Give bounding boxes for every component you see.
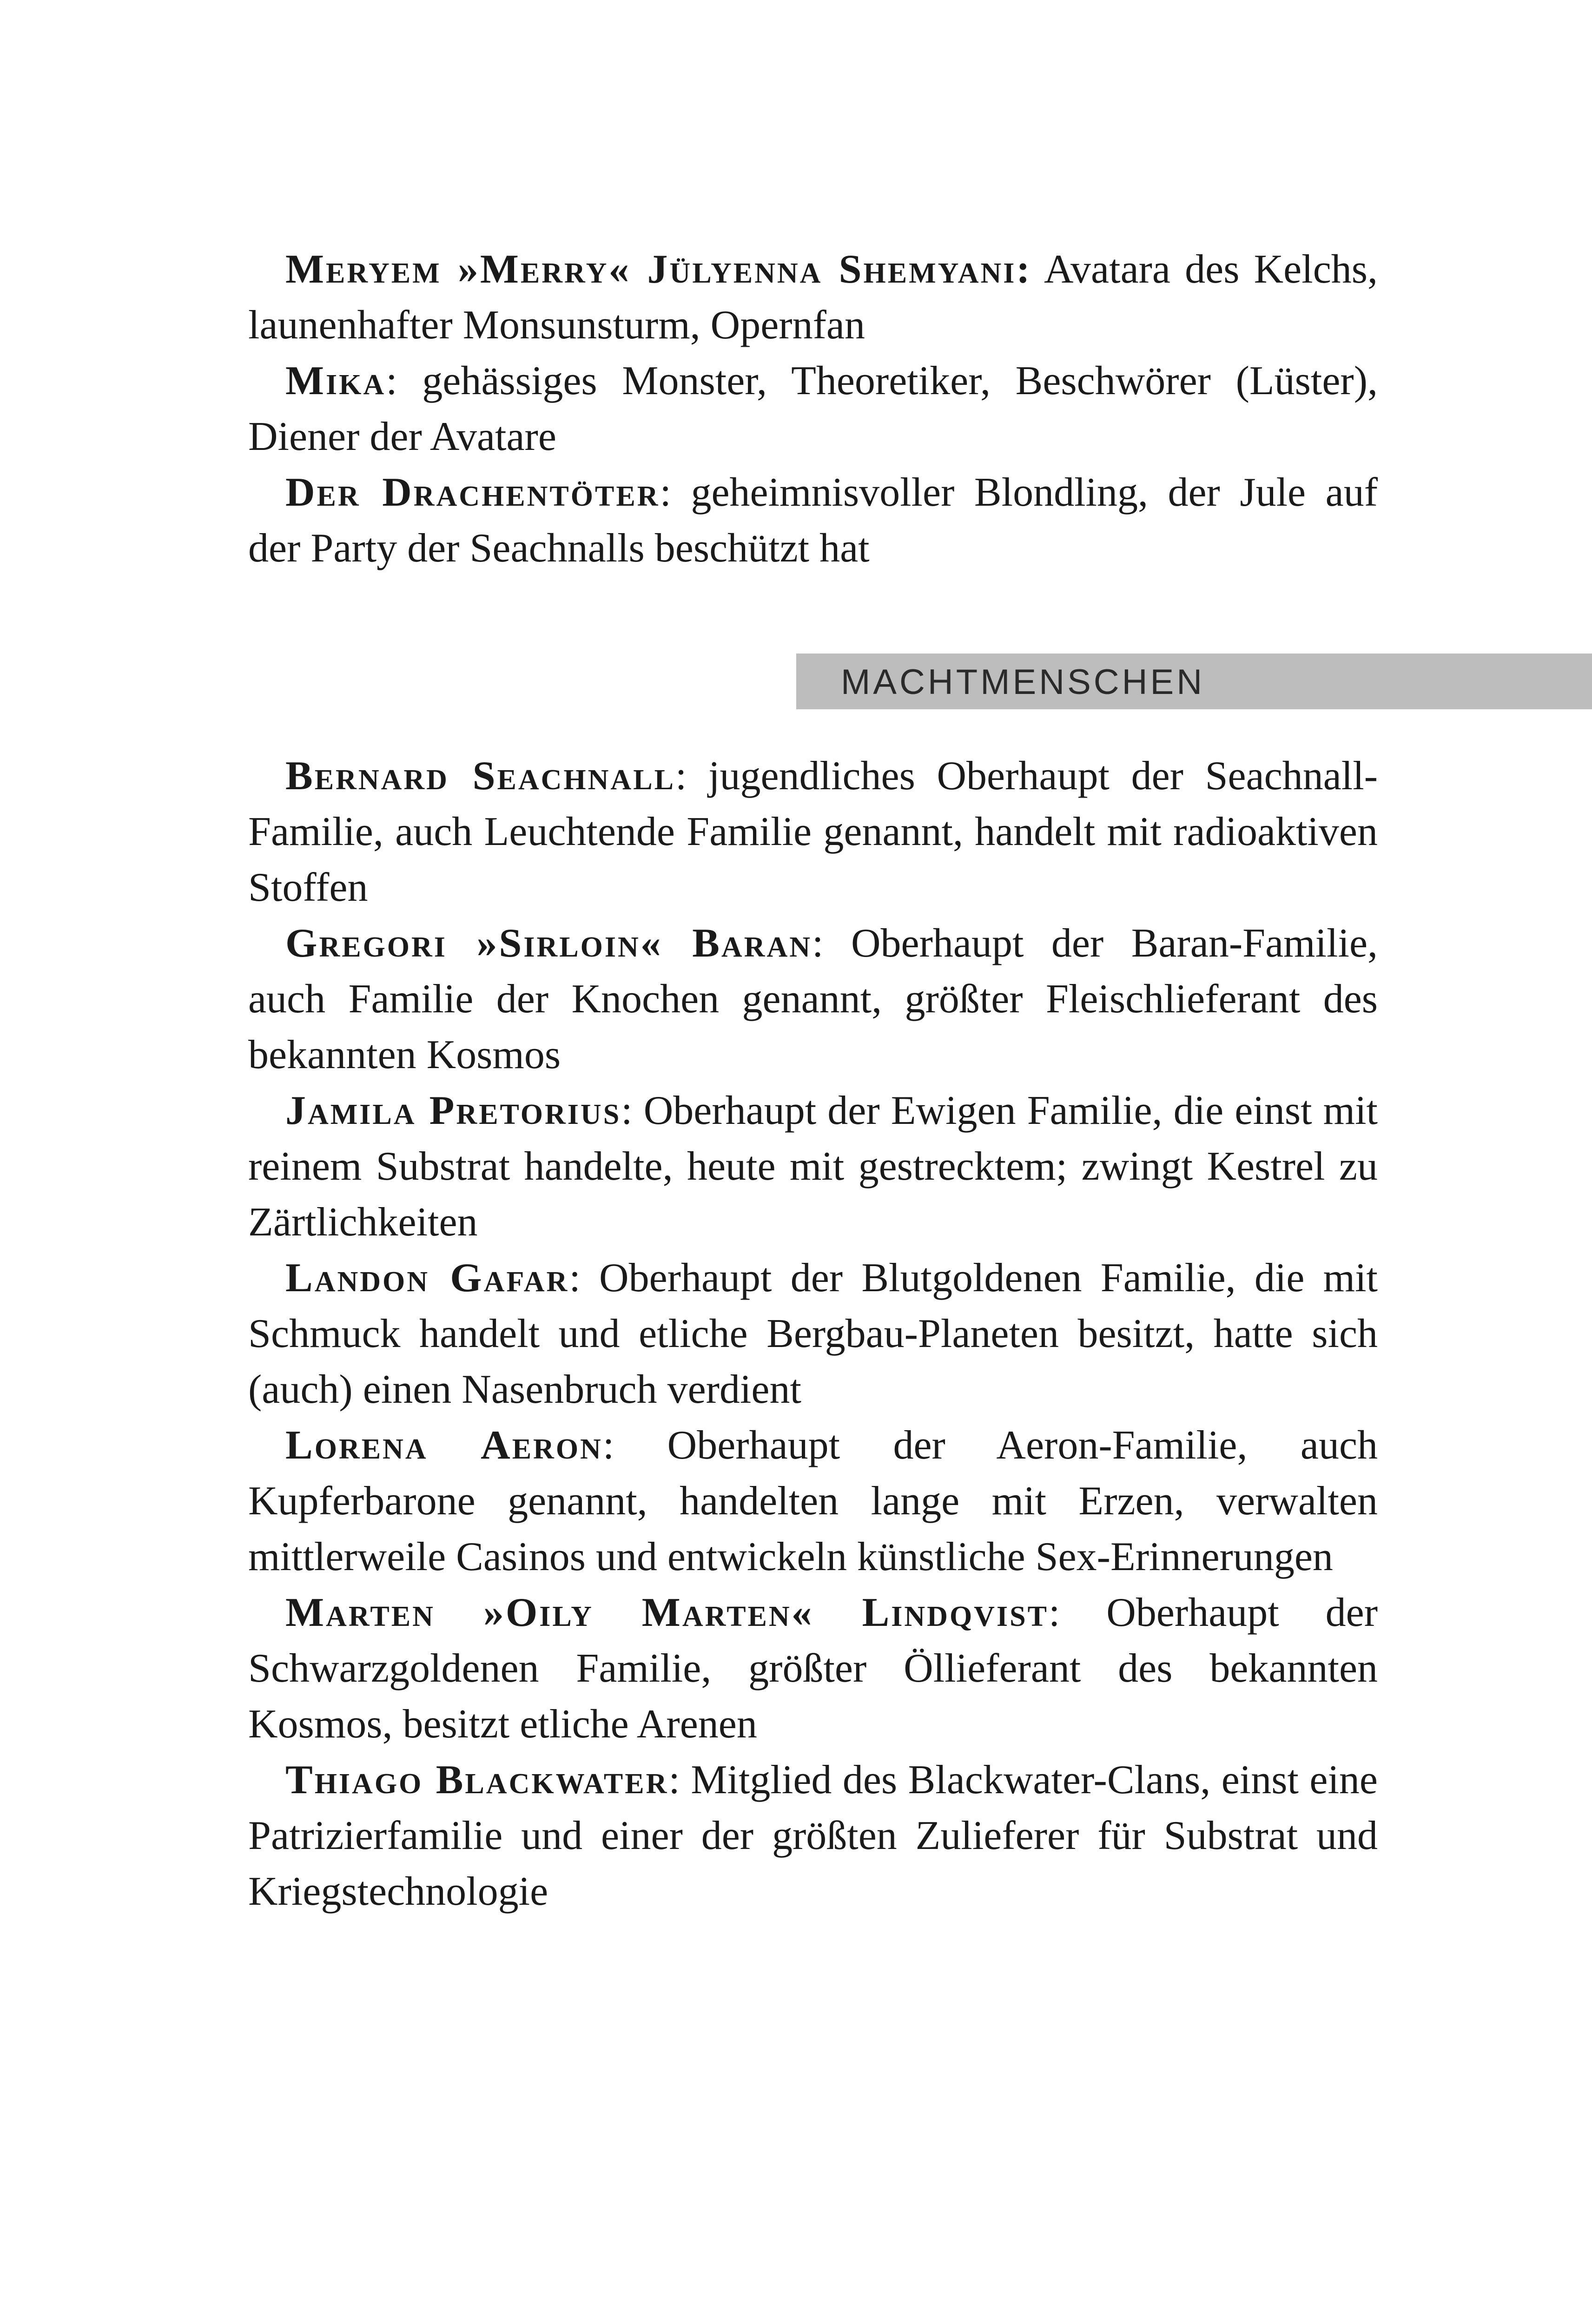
character-description: : Oberhaupt der Ewigen Familie, die einst mit reinem Substrat handelte, heute mit gestrecktem; zwingt Kestrel zu Zärtlichkeiten [248,1088,1378,1245]
character-description: : jugendliches Oberhaupt der Seachnall-Familie, auch Leuchtende Familie genannt, handelt mit radioaktiven Stoffen [248,753,1378,910]
character-description: : geheimnisvoller Blondling, der Jule auf der Party der Seachnalls beschützt hat [248,470,1378,571]
character-entry [248,1083,1378,1250]
character-description: : Oberhaupt der Blutgoldenen Familie, die mit Schmuck handelt und etliche Bergbau-Planeten besitzt, hatte sich (auch) einen Nasenbruch verdient [248,1255,1378,1412]
character-entry [248,748,1378,916]
character-name: Bernard Seachnall [285,753,675,799]
character-entry [248,916,1378,1083]
character-entry [248,1250,1378,1418]
character-name: Landon Gafar [285,1255,569,1301]
character-name: Meryem »Merry« Jülyenna Shemyani: [285,247,1032,292]
section-header-bar [796,654,1592,709]
character-description: Avatara des Kelchs, launenhafter Monsunsturm, Opernfan [248,247,1378,348]
character-name: Marten »Oily Marten« Lindqvist [285,1590,1049,1635]
character-list-top [248,242,1378,576]
character-name: Jamila Pretorius [285,1088,621,1133]
character-list-bottom [248,748,1378,1920]
character-description: : Oberhaupt der Baran-Familie, auch Familie der Knochen genannt, größter Fleischlieferant des bekannten Kosmos [248,921,1378,1077]
character-description: : Mitglied des Blackwater-Clans, einst eine Patrizierfamilie und einer der größten Zulieferer für Substrat und Kriegstechnologie [248,1757,1378,1914]
character-description: : Oberhaupt der Schwarzgoldenen Familie, größter Öllieferant des bekannten Kosmos, besitzt etliche Arenen [248,1590,1378,1747]
character-entry [248,353,1378,465]
character-entry [248,242,1378,353]
character-description: : Oberhaupt der Aeron-Familie, auch Kupferbarone genannt, handelten lange mit Erzen, verwalten mittlerweile Casinos und entwickeln künstliche Sex-Erinnerungen [248,1423,1378,1579]
character-name: Mika [285,358,386,403]
section-title: MACHTMENSCHEN [841,662,1205,702]
character-name: Der Drachentöter [285,470,660,515]
character-entry [248,1752,1378,1920]
character-entry [248,465,1378,576]
character-name: Lorena Aeron [285,1423,603,1468]
character-name: Gregori »Sirloin« Baran [285,921,813,966]
character-entry [248,1418,1378,1585]
character-description: : gehässiges Monster, Theoretiker, Beschwörer (Lüster), Diener der Avatare [248,358,1378,459]
character-name: Thiago Blackwater [285,1757,669,1802]
character-entry [248,1585,1378,1752]
